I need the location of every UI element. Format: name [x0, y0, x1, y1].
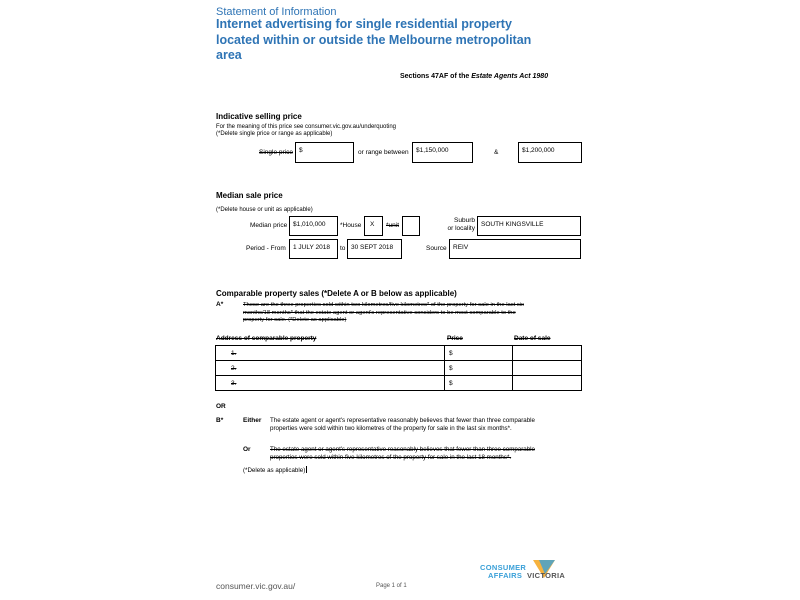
- option-b-marker: B*: [216, 417, 224, 424]
- range-ampersand: &: [494, 149, 499, 156]
- sections-prefix: Sections 47AF of the: [400, 73, 472, 80]
- unit-label: *unit: [386, 222, 400, 229]
- or-option-label: Or: [243, 446, 251, 453]
- table-row: [216, 346, 582, 361]
- title-line-2: located within or outside the Melbourne metropolitan: [216, 32, 532, 47]
- table-row: [216, 376, 582, 391]
- consumer-affairs-logo: [480, 560, 585, 586]
- delete-note: (*Delete as applicable): [243, 467, 306, 474]
- or-option-text: [270, 446, 535, 462]
- or-option-line-2: properties were sold within five kilometres of the property for sale in the last 18 months*.: [270, 454, 512, 461]
- either-line-1: The estate agent or agent's representative reasonably believes that fewer than three comparable: [270, 417, 535, 424]
- option-a-line-3: property for sale. (*Delete as applicable): [243, 317, 347, 323]
- table-row: [216, 361, 582, 376]
- single-price-field[interactable]: $: [295, 142, 354, 163]
- col-price-header: Price: [447, 335, 463, 342]
- range-label: or range between: [358, 149, 409, 156]
- house-field[interactable]: X: [364, 216, 383, 236]
- median-price-field[interactable]: $1,010,000: [289, 216, 338, 236]
- period-label: Period - From: [246, 245, 286, 252]
- option-a-text: [243, 302, 524, 325]
- option-a-line-2: months/18 months* that the estate agent or agent's representative considers to be most comparable to the: [243, 309, 516, 316]
- title-line-3: area: [216, 48, 242, 62]
- text-cursor: [306, 466, 307, 473]
- option-a-marker: A*: [216, 301, 224, 308]
- source-label: Source: [426, 245, 447, 252]
- range-high-field[interactable]: $1,200,000: [518, 142, 582, 163]
- either-label: Either: [243, 417, 262, 424]
- row-number: 2.: [231, 364, 237, 372]
- to-label: to: [340, 245, 346, 252]
- either-text: [270, 417, 535, 433]
- comparable-table: [215, 345, 582, 391]
- page-title: [216, 17, 531, 64]
- period-from-field[interactable]: 1 JULY 2018: [289, 239, 338, 259]
- act-name: Estate Agents Act 1980: [471, 73, 549, 80]
- comparable-heading: Comparable property sales (*Delete A or B below as applicable): [216, 289, 457, 298]
- row-date[interactable]: [513, 376, 582, 391]
- logo-text-victoria: VICTORIA: [527, 571, 566, 580]
- suburb-label-2: or locality: [447, 225, 475, 232]
- option-a-line-1: These are the three properties sold within two kilometres/five kilometres* of the property for sale in the last six: [243, 302, 524, 308]
- logo-text-consumer: CONSUMER: [480, 563, 527, 572]
- median-note: (*Delete house or unit as applicable): [216, 207, 313, 213]
- logo-text-affairs: AFFAIRS: [488, 571, 523, 580]
- median-heading: Median sale price: [216, 191, 283, 200]
- indicative-note-1: For the meaning of this price see consumer.vic.gov.au/underquoting: [216, 124, 396, 130]
- row-price[interactable]: $: [445, 376, 513, 391]
- row-date[interactable]: [513, 361, 582, 376]
- either-line-2: properties were sold within two kilometres of the property for sale in the last six months*.: [270, 425, 512, 432]
- median-price-label: Median price: [250, 222, 288, 229]
- col-address-header: Address of comparable property: [216, 335, 317, 342]
- row-date[interactable]: [513, 346, 582, 361]
- or-option-line-1: The estate agent or agent's representative reasonably believes that fewer than three comparable: [270, 446, 535, 453]
- page-number: Page 1 of 1: [376, 583, 407, 589]
- indicative-heading: Indicative selling price: [216, 112, 302, 121]
- house-label: *House: [340, 222, 362, 229]
- or-label: OR: [216, 403, 226, 410]
- range-low-field[interactable]: $1,150,000: [412, 142, 473, 163]
- suburb-field[interactable]: SOUTH KINGSVILLE: [477, 216, 581, 236]
- row-number: 3.: [231, 379, 237, 387]
- unit-field[interactable]: [402, 216, 420, 236]
- footer-url[interactable]: consumer.vic.gov.au/: [216, 581, 296, 591]
- indicative-note-2: (*Delete single price or range as applicable): [216, 131, 333, 137]
- statement-label: Statement of Information: [216, 6, 337, 18]
- row-price[interactable]: $: [445, 361, 513, 376]
- title-line-1: Internet advertising for single residential property: [216, 17, 512, 31]
- period-to-field[interactable]: 30 SEPT 2018: [347, 239, 402, 259]
- sections-reference: [400, 73, 548, 80]
- suburb-label-line-1: Suburb: [454, 217, 475, 224]
- single-price-label: Single price: [259, 149, 293, 156]
- row-price[interactable]: $: [445, 346, 513, 361]
- suburb-label: [443, 217, 475, 225]
- source-field[interactable]: REIV: [449, 239, 581, 259]
- col-date-header: Date of sale: [514, 335, 551, 342]
- row-number: 1.: [231, 349, 237, 357]
